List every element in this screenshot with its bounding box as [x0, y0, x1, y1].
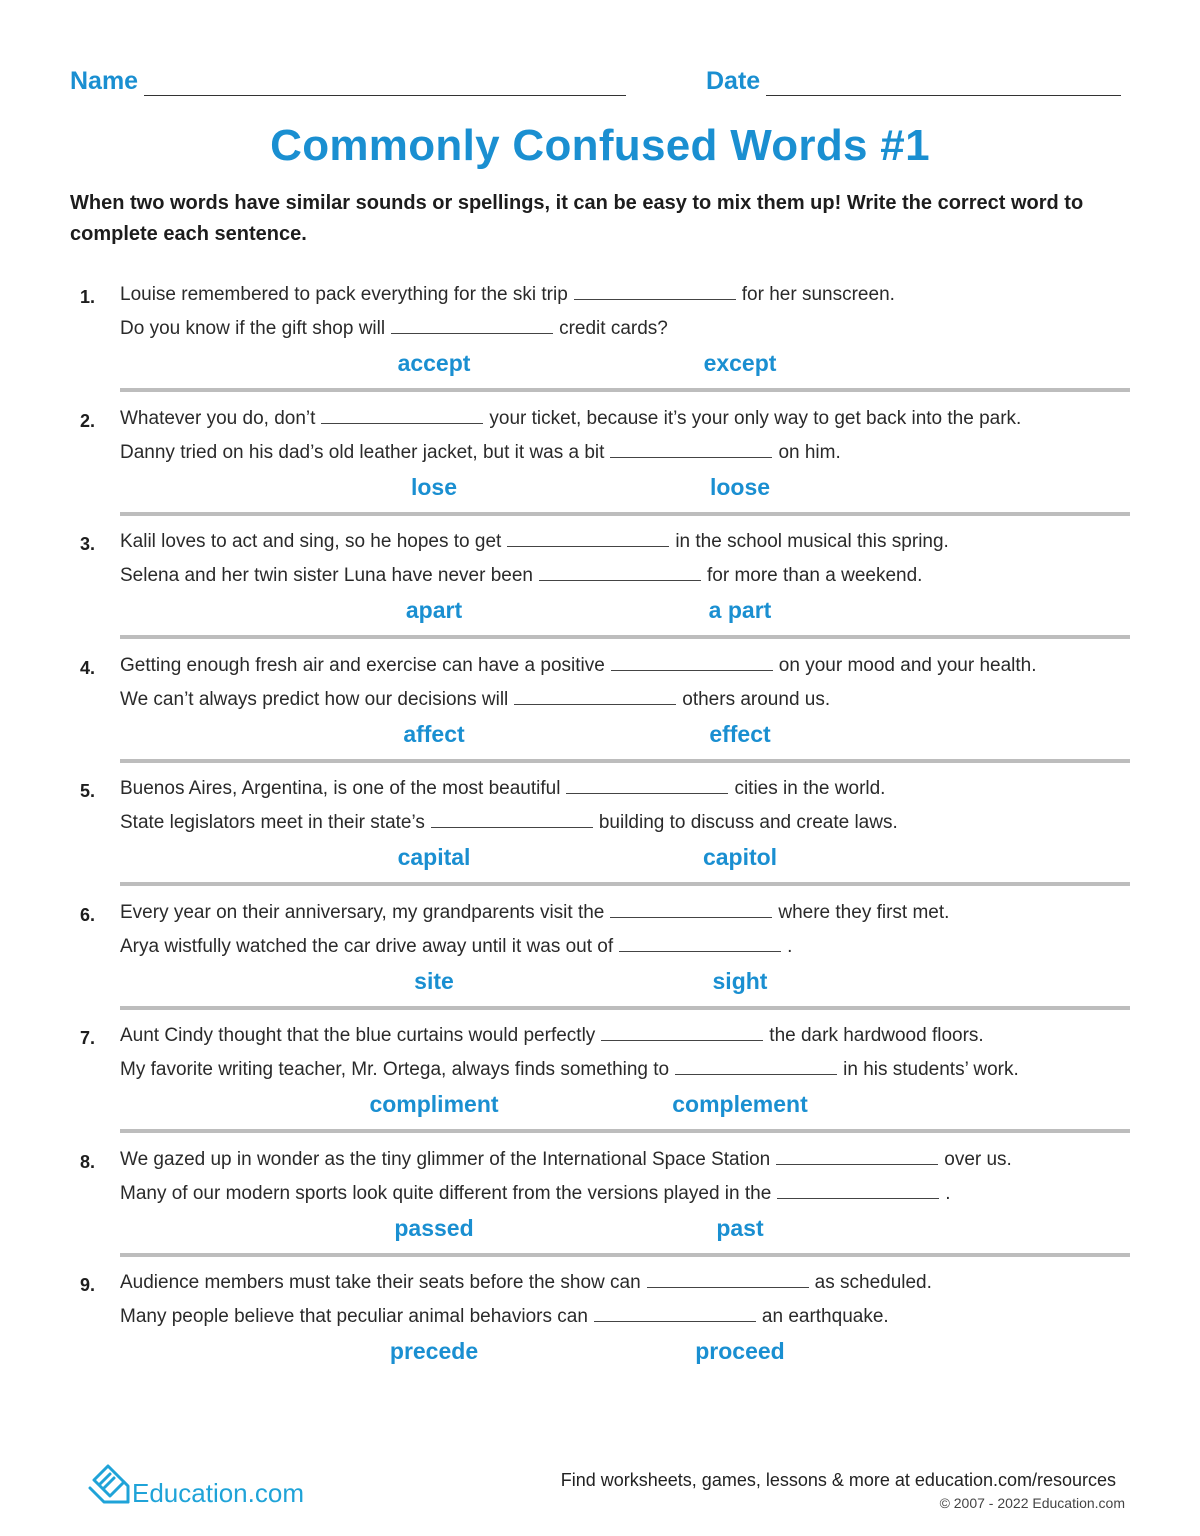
exercise-number: 2. — [80, 410, 96, 431]
sentence-one — [120, 1022, 984, 1050]
sentence-text-before: Many people believe that peculiar animal behaviors can — [120, 1306, 588, 1327]
section-divider — [120, 388, 1130, 392]
answer-blank[interactable] — [594, 1303, 756, 1322]
name-blank-line[interactable] — [144, 69, 626, 96]
sentence-text-after: . — [787, 935, 793, 957]
date-field — [706, 66, 1121, 96]
word-choice: affect — [403, 720, 465, 747]
word-choice: passed — [394, 1214, 474, 1241]
education-logo-icon — [84, 1458, 136, 1510]
sentence-text-before: My favorite writing teacher, Mr. Ortega, always finds something to — [120, 1059, 670, 1080]
answer-blank[interactable] — [514, 686, 676, 705]
sentence-text-after: in his students’ work. — [843, 1059, 1019, 1080]
sentence-text-before: We gazed up in wonder as the tiny glimmer of the International Space Station — [120, 1148, 771, 1170]
exercise-number: 6. — [80, 904, 96, 925]
sentence-text-after: in the school musical this spring. — [675, 531, 949, 552]
date-blank-line[interactable] — [766, 69, 1121, 96]
sentence-text-after: building to discuss and create laws. — [598, 812, 898, 833]
exercise-number: 7. — [80, 1028, 96, 1048]
exercise-number: 5. — [80, 781, 96, 801]
sentence-text-before: Aunt Cindy thought that the blue curtains would perfectly — [120, 1025, 596, 1046]
exercise-item — [0, 773, 1200, 897]
sentence-two — [120, 439, 841, 467]
answer-blank[interactable] — [610, 439, 772, 458]
sentence-text-before: Getting enough fresh air and exercise can have a positive — [120, 654, 605, 676]
answer-blank[interactable] — [610, 899, 772, 918]
section-divider — [120, 882, 1130, 886]
date-label: Date — [706, 67, 761, 95]
answer-blank[interactable] — [619, 933, 781, 952]
exercise-number: 8. — [80, 1151, 96, 1172]
sentence-text-after: the dark hardwood floors. — [769, 1025, 984, 1046]
footer-copyright: © 2007 - 2022 Education.com — [939, 1495, 1125, 1511]
sentence-two — [120, 562, 922, 590]
word-choice: compliment — [369, 1091, 499, 1117]
sentence-one — [120, 405, 1021, 433]
sentence-text-before: Danny tried on his dad’s old leather jacket, but it was a bit — [120, 441, 605, 463]
exercise-item — [0, 403, 1200, 527]
exercise-item — [0, 650, 1200, 774]
exercise-list — [0, 279, 1200, 1391]
exercise-item — [0, 279, 1200, 403]
sentence-two — [120, 1056, 1019, 1084]
exercise-number: 4. — [80, 657, 96, 678]
word-choice: apart — [405, 597, 463, 623]
sentence-text-after: for her sunscreen. — [741, 284, 895, 305]
sentence-two — [120, 1303, 889, 1331]
exercise-number: 3. — [80, 534, 96, 554]
sentence-two — [120, 315, 668, 343]
sentence-text-after: for more than a weekend. — [707, 565, 923, 586]
exercise-item — [0, 1267, 1200, 1391]
footer — [0, 1450, 1200, 1536]
answer-blank[interactable] — [647, 1269, 809, 1288]
name-label: Name — [70, 67, 139, 95]
section-divider — [120, 635, 1130, 639]
answer-blank[interactable] — [431, 809, 593, 828]
sentence-text-before: Buenos Aires, Argentina, is one of the most beautiful — [120, 778, 561, 799]
word-choice: capital — [397, 844, 471, 870]
exercise-item — [0, 1144, 1200, 1268]
instructions: When two words have similar sounds or spellings, it can be easy to mix them up! Write the correct word to complete each sentence. — [70, 192, 1084, 245]
education-logo — [84, 1458, 304, 1510]
worksheet-title: Commonly Confused Words #1 — [270, 121, 930, 170]
word-choice: precede — [389, 1338, 479, 1364]
section-divider — [120, 1129, 1130, 1133]
answer-blank[interactable] — [675, 1056, 837, 1075]
section-divider — [120, 1006, 1130, 1010]
sentence-text-before: Arya wistfully watched the car drive away until it was out of — [120, 935, 614, 957]
word-choice: lose — [410, 473, 458, 500]
sentence-text-before: Many of our modern sports look quite different from the versions played in the — [120, 1182, 772, 1204]
sentence-one — [120, 652, 1037, 680]
answer-blank[interactable] — [539, 562, 701, 581]
sentence-two — [120, 933, 792, 961]
sentence-text-after: your ticket, because it’s your only way to get back into the park. — [489, 407, 1022, 429]
exercise-item — [0, 526, 1200, 650]
answer-blank[interactable] — [391, 315, 553, 334]
sentence-one — [120, 528, 949, 556]
exercise-item — [0, 897, 1200, 1021]
sentence-text-before: Audience members must take their seats before the show can — [120, 1272, 641, 1293]
word-choice: a part — [708, 597, 772, 623]
sentence-text-before: Every year on their anniversary, my grandparents visit the — [120, 901, 605, 923]
sentence-text-after: as scheduled. — [814, 1272, 932, 1293]
sentence-one — [120, 1146, 1012, 1174]
exercise-item — [0, 1020, 1200, 1144]
word-choice: capitol — [702, 844, 778, 870]
sentence-one — [120, 281, 895, 309]
sentence-text-after: an earthquake. — [761, 1306, 889, 1327]
word-choice: accept — [397, 350, 471, 376]
sentence-text-after: cities in the world. — [734, 778, 886, 799]
word-choice: site — [414, 967, 454, 994]
word-choice: past — [716, 1214, 764, 1241]
word-choice: complement — [672, 1091, 808, 1117]
sentence-text-after: over us. — [944, 1148, 1012, 1170]
sentence-one — [120, 775, 885, 803]
word-choice: effect — [709, 720, 771, 747]
sentence-text-after: where they first met. — [778, 901, 950, 923]
footer-tagline: Find worksheets, games, lessons & more at education.com/resources — [560, 1470, 1116, 1490]
sentence-two — [120, 809, 898, 837]
sentence-text-before: Do you know if the gift shop will — [120, 318, 386, 339]
sentence-one — [120, 1269, 932, 1297]
word-choice: except — [703, 350, 777, 376]
sentence-text-after: others around us. — [682, 688, 831, 710]
logo-wordmark: Education.com — [132, 1478, 304, 1508]
sentence-text-before: Selena and her twin sister Luna have never been — [120, 565, 533, 586]
sentence-text-after: on your mood and your health. — [778, 654, 1037, 676]
section-divider — [120, 512, 1130, 516]
answer-blank[interactable] — [601, 1022, 763, 1041]
word-choice: sight — [712, 967, 768, 994]
name-field — [70, 66, 626, 96]
sentence-two — [120, 686, 830, 714]
answer-blank[interactable] — [574, 281, 736, 300]
answer-blank[interactable] — [777, 1180, 939, 1199]
answer-blank[interactable] — [611, 652, 773, 671]
sentence-two — [120, 1180, 951, 1208]
sentence-text-before: Kalil loves to act and sing, so he hopes to get — [120, 531, 502, 552]
sentence-text-before: Louise remembered to pack everything for the ski trip — [120, 284, 568, 305]
exercise-number: 9. — [80, 1275, 96, 1295]
sentence-one — [120, 899, 949, 927]
word-choice: loose — [709, 473, 771, 500]
sentence-text-before: We can’t always predict how our decisions will — [120, 688, 509, 710]
sentence-text-after: credit cards? — [559, 318, 668, 339]
sentence-text-after: . — [945, 1182, 951, 1204]
sentence-text-before: State legislators meet in their state’s — [120, 812, 425, 833]
section-divider — [120, 759, 1130, 763]
section-divider — [120, 1253, 1130, 1257]
word-choice: proceed — [695, 1338, 785, 1364]
answer-blank[interactable] — [507, 528, 669, 547]
header-fields — [70, 66, 1128, 100]
answer-blank[interactable] — [566, 775, 728, 794]
sentence-text-before: Whatever you do, don’t — [120, 407, 316, 429]
exercise-number: 1. — [80, 287, 96, 307]
sentence-text-after: on him. — [778, 441, 841, 463]
answer-blank[interactable] — [776, 1146, 938, 1165]
answer-blank[interactable] — [321, 405, 483, 424]
